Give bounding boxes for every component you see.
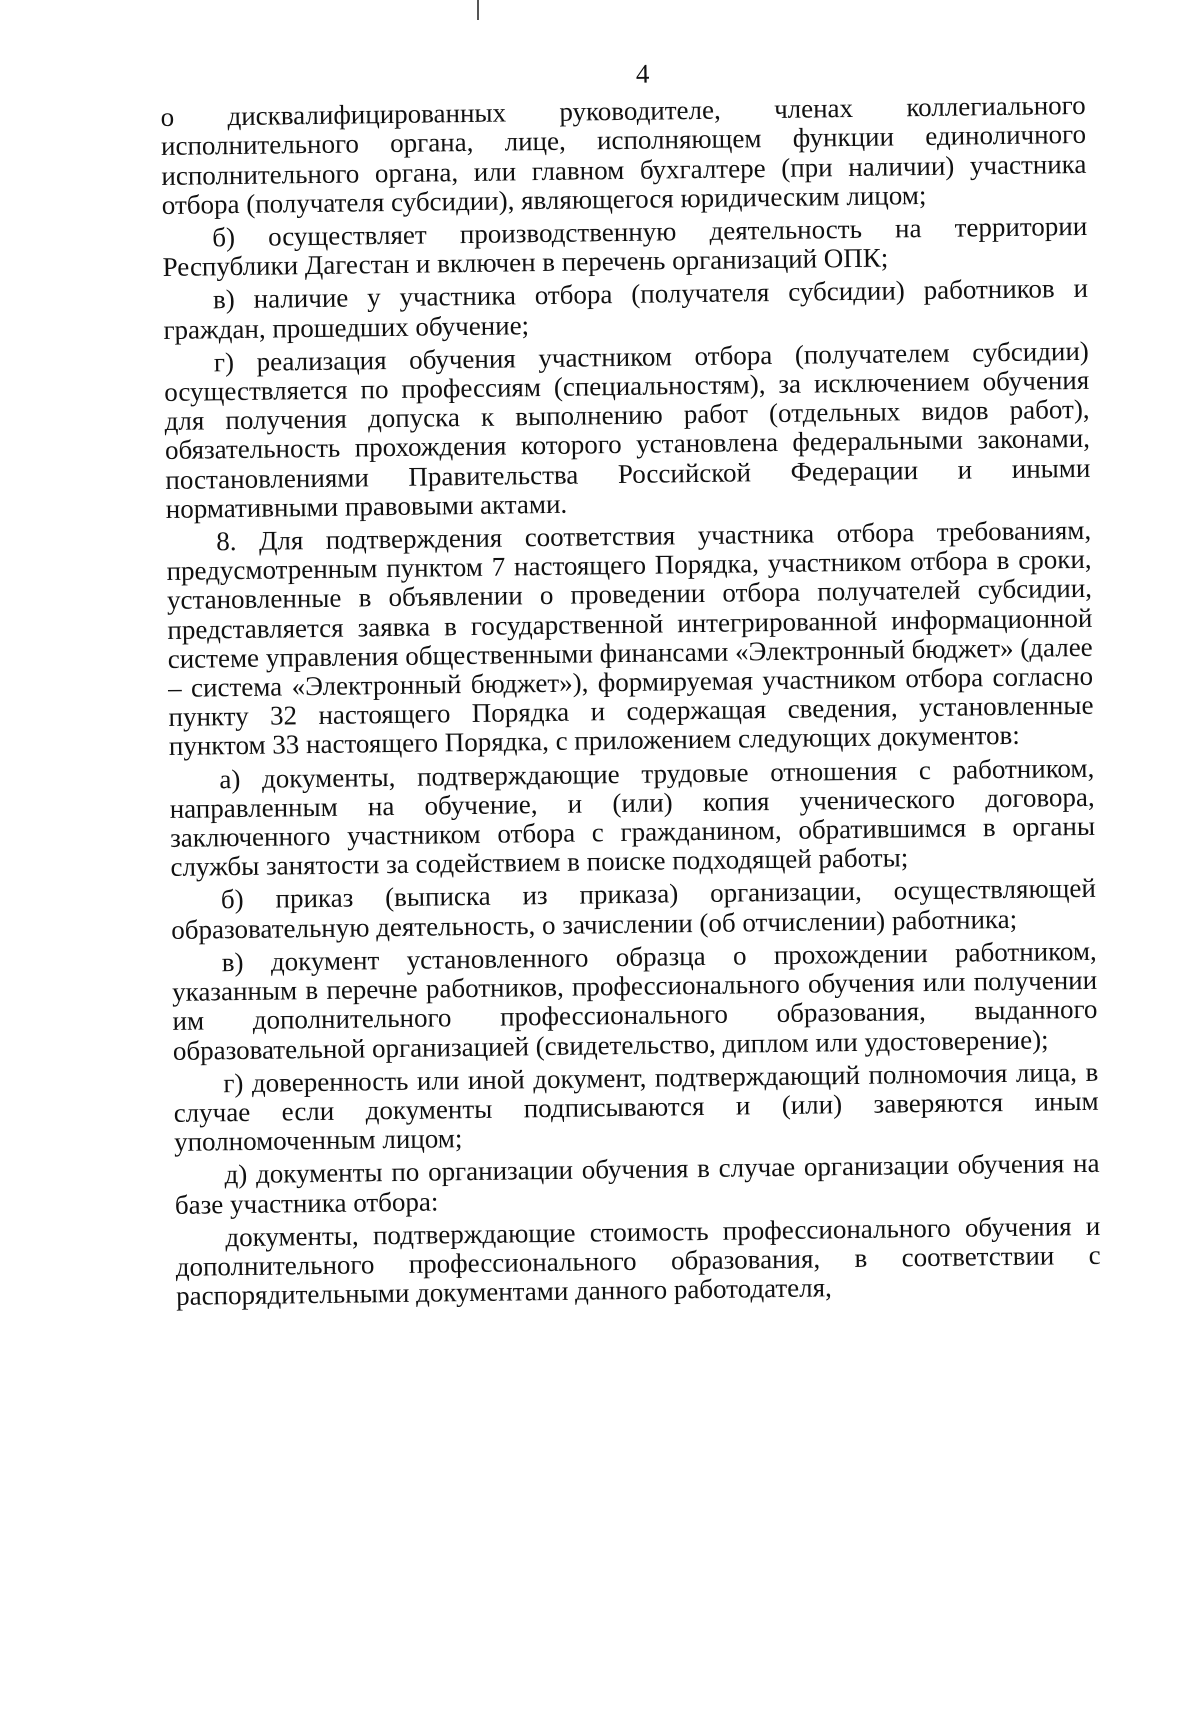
paragraph-doc-a: а) документы, подтверждающие трудовые отношения с работником, направленным на обучение, и (или) копия ученического договора, заключенного участником отбора с гражданином, обратившимся в органы службы занятости за содействием в поиске подходящей работы; <box>169 752 1096 883</box>
paragraph-item-v-employees: в) наличие у участника отбора (получателя субсидии) работников и граждан, прошедших обучение; <box>163 273 1089 345</box>
page-number: 4 <box>635 58 650 89</box>
paragraph-disqualified-persons: о дисквалифицированных руководителе, членах коллегиального исполнительного органа, лице, исполняющем функции единоличного исполнительного органа, или главном бухгалтере (при наличии) участника отбора (получателя субсидии), являющегося юридическим лицом; <box>160 90 1087 220</box>
paragraph-section-8: 8. Для подтверждения соответствия участника отбора требованиям, предусмотренным пунктом 7 настоящего Порядка, участником отбора в сроки, установленные в объявлении о проведении отбора получателей субсидии, представляется заявка в государственной интегрированной информационной системе управления общественными финансами «Электронный бюджет» (далее – система «Электронный бюджет»), формируемая участником отбора согласно пункту 32 настоящего Порядка и содержащая сведения, установленные пунктом 33 настоящего Порядка, с приложением следующих документов: <box>166 514 1094 762</box>
scan-artifact-mark <box>477 0 479 20</box>
paragraph-doc-g: г) доверенность или иной документ, подтверждающий полномочия лица, в случае если документы подписываются и (или) заверяются иным уполномоченным лицом; <box>173 1056 1099 1158</box>
paragraph-item-g-training: г) реализация обучения участником отбора (получателем субсидии) осуществляется по профессиям (специальностям), за исключением обучения для получения допуска к выполнению работ (отдельных видов работ), обязательность прохождения которого установлена федеральными законами, постановлениями Правительства Российской Федерации и иными нормативными правовыми актами. <box>164 335 1091 524</box>
paragraph-item-b-production: б) осуществляет производственную деятельность на территории Республики Дагестан и включен в перечень организаций ОПК; <box>162 210 1088 283</box>
paragraph-cost-documents: документы, подтверждающие стоимость профессионального обучения и дополнительного профессионального образования, в соответствии с распорядительными документами данного работодателя, <box>175 1210 1101 1312</box>
paragraph-doc-b: б) приказ (выписка из приказа) организации, осуществляющей образовательную деятельность, о зачислении (об отчислении) работника; <box>171 873 1097 945</box>
paragraph-doc-d: д) документы по организации обучения в случае организации обучения на базе участника отбора: <box>174 1148 1100 1220</box>
document-page <box>160 54 1101 1315</box>
paragraph-doc-v: в) документ установленного образца о прохождении работником, указанным в перечне работников, профессионального обучения или получении им дополнительного профессионального образования, выданного образовательной организацией (свидетельство, диплом или удостоверение); <box>171 935 1098 1066</box>
